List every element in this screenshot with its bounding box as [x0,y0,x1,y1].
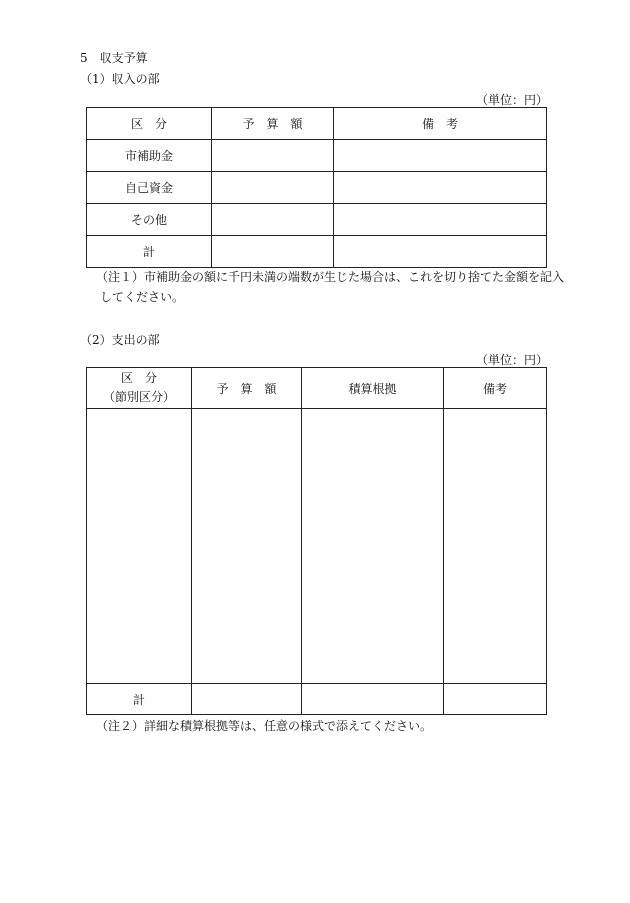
expense-total-budget-cell[interactable] [192,684,302,715]
income-header-row [87,108,547,140]
expense-total-remarks-cell[interactable] [444,684,547,715]
income-row-label: その他 [87,204,212,236]
expense-header-category-line2: （節別区分） [102,390,175,404]
income-header-remarks: 備 考 [334,108,547,140]
expense-unit: （単位：円） [476,353,549,367]
expense-note: （注２）詳細な積算根拠等は、任意の様式で添えてください。 [96,719,433,733]
table-row [87,204,547,236]
expense-category-cell[interactable] [87,409,192,684]
income-row-label: 計 [87,236,212,268]
expense-total-label: 計 [87,684,192,715]
expense-header-category-line1: 区 分 [120,371,157,385]
income-budget-cell[interactable] [212,172,334,204]
income-remarks-cell[interactable] [334,140,547,172]
income-table [86,107,547,268]
income-note-line1: （注１）市補助金の額に千円未満の端数が生じた場合は、これを切り捨てた金額を記入 [96,270,565,284]
expense-header-budget: 予 算 額 [192,368,302,409]
table-row [87,172,547,204]
income-remarks-cell[interactable] [334,204,547,236]
expense-header-category [87,368,192,409]
expense-heading: （2）支出の部 [80,333,160,347]
income-row-label: 自己資金 [87,172,212,204]
expense-basis-cell[interactable] [302,409,444,684]
expense-header-row [87,368,547,409]
expense-table [86,367,547,715]
income-budget-cell[interactable] [212,140,334,172]
income-header-category: 区 分 [87,108,212,140]
table-row [87,236,547,268]
expense-body-row [87,409,547,684]
income-row-label: 市補助金 [87,140,212,172]
income-header-budget: 予 算 額 [212,108,334,140]
expense-remarks-cell[interactable] [444,409,547,684]
expense-total-row [87,684,547,715]
section-title: 5 収支予算 [80,51,148,65]
income-remarks-cell[interactable] [334,236,547,268]
expense-total-basis-cell[interactable] [302,684,444,715]
expense-header-basis: 積算根拠 [302,368,444,409]
income-remarks-cell[interactable] [334,172,547,204]
expense-header-remarks: 備考 [444,368,547,409]
expense-budget-cell[interactable] [192,409,302,684]
income-budget-cell[interactable] [212,236,334,268]
income-budget-cell[interactable] [212,204,334,236]
income-heading: （1）収入の部 [80,72,160,86]
table-row [87,140,547,172]
income-note-line2: してください。 [100,290,185,304]
income-unit: （単位：円） [476,93,549,107]
